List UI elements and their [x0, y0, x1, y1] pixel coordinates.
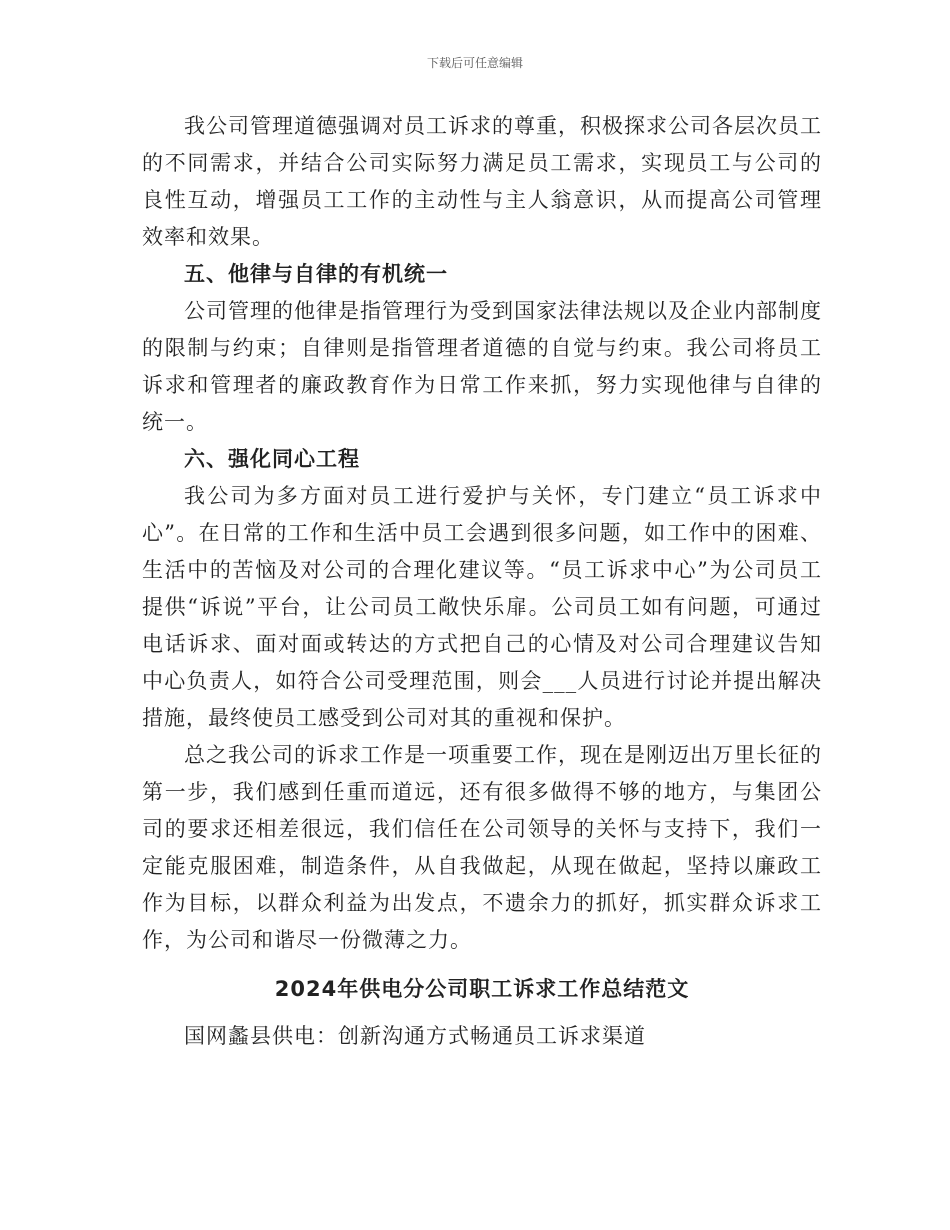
document-subtitle: 国网蠡县供电：创新沟通方式畅通员工诉求渠道: [184, 1024, 646, 1048]
header-note: 下载后可任意编辑: [426, 56, 523, 70]
document-body: [142, 108, 822, 1055]
paragraph-conclusion: 总之我公司的诉求工作是一项重要工作，现在是刚迈出万里长征的第一步，我们感到任重而道远，还有很多做得不够的地方，与集团公司的要求还相差很远，我们信任在公司领导的关怀与支持下，我们一定能克服困难，制造条件，从自我做起，从现在做起，坚持以廉政工作为目标，以群众利益为出发点，不遗余力的抓好，抓实群众诉求工作，为公司和谐尽一份微薄之力。: [142, 743, 822, 952]
document-title: 2024年供电分公司职工诉求工作总结范文: [274, 977, 690, 1001]
section-heading-six: 六、强化同心工程: [184, 447, 360, 471]
paragraph-management-ethics: 我公司管理道德强调对员工诉求的尊重，积极探求公司各层次员工的不同需求，并结合公司实际努力满足员工需求，实现员工与公司的良性互动，增强员工工作的主动性与主人翁意识，从而提高公司管理效率和效果。: [142, 114, 822, 249]
paragraph-appeal-center: 我公司为多方面对员工进行爱护与关怀，专门建立“员工诉求中心”。在日常的工作和生活中员工会遇到很多问题，如工作中的困难、生活中的苦恼及对公司的合理化建议等。“员工诉求中心”为公司员工提供“诉说”平台，让公司员工敞快乐扉。公司员工如有问题，可通过电话诉求、面对面或转达的方式把自己的心情及对公司合理建议告知中心负责人，如符合公司受理范围，则会___人员进行讨论并提出解决措施，最终使员工感受到公司对其的重视和保护。: [142, 484, 822, 730]
section-heading-five: 五、他律与自律的有机统一: [184, 262, 448, 286]
paragraph-heteronomy-autonomy: 公司管理的他律是指管理行为受到国家法律法规以及企业内部制度的限制与约束；自律则是指管理者道德的自觉与约束。我公司将员工诉求和管理者的廉政教育作为日常工作来抓，努力实现他律与自律的统一。: [142, 299, 822, 434]
